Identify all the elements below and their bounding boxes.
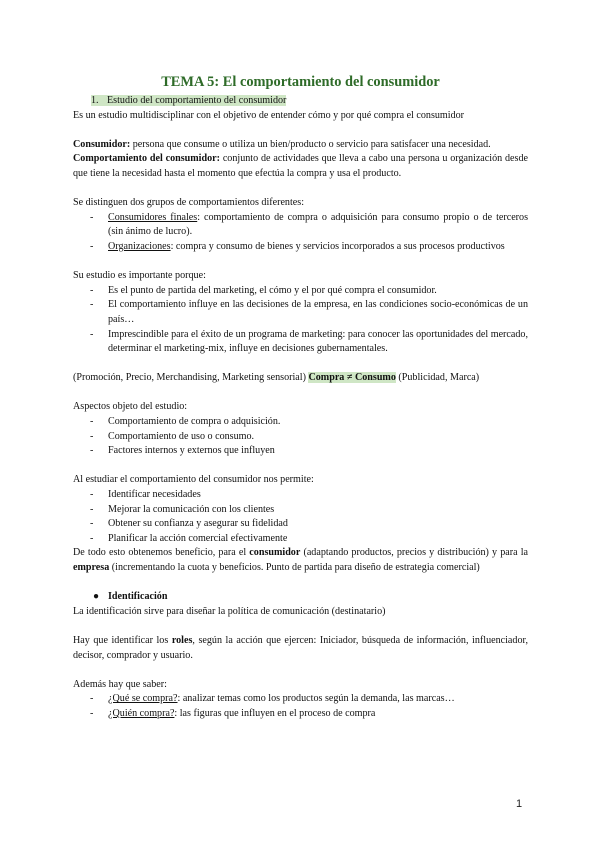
list-item: - Imprescindible para el éxito de un programa de marketing: para conocer las oportunidades del mercado, determinar el marketing-mix, influye en decisiones gubernamentales. [90, 328, 528, 355]
list-item-term: ¿Quién compra? [108, 707, 175, 719]
page-title: TEMA 5: El comportamiento del consumidor [161, 74, 440, 90]
page-number: 1 [516, 798, 523, 810]
definition-text: persona que consume o utiliza un bien/producto o servicio para satisfacer una necesidad. [130, 138, 491, 150]
list-item-term: Organizaciones [108, 240, 171, 252]
list-item-text: : comportamiento de compra o adquisición para consumo propio o de terceros (sin ánimo de lucro). [108, 211, 529, 238]
list-item-text: Mejorar la comunicación con los clientes [108, 503, 275, 515]
identificacion-heading-text: Identificación [108, 591, 168, 603]
mix-highlight: Compra ≠ Consumo [308, 372, 396, 384]
list-item-text: Imprescindible para el éxito de un programa de marketing: para conocer las oportunidades del mercado, determinar el marketing-mix, influye en decisiones gubernamentales. [108, 328, 528, 355]
benefit-text: De todo esto obtenemos beneficio, para el [73, 547, 250, 559]
section-number: 1. [91, 95, 99, 106]
list-item: - El comportamiento influye en las decisiones de la empresa, en las condiciones socio-económicas de un país… [90, 299, 528, 325]
groups-intro: Se distinguen dos grupos de comportamientos diferentes: [73, 197, 304, 209]
roles-text: , según la acción que ejercen: Iniciador, búsqueda de información, influenciador, decisor, comprador y usuario. [73, 634, 528, 661]
benefit-bold: empresa [73, 562, 110, 573]
mix-before: (Promoción, Precio, Merchandising, Marketing sensorial) [73, 372, 309, 384]
intro-paragraph: Es un estudio multidisciplinar con el objetivo de entender cómo y por qué compra el consumidor [73, 109, 465, 121]
identificacion-heading [73, 590, 528, 605]
list-item-text: Es el punto de partida del marketing, el cómo y el por qué compra el consumidor. [108, 284, 437, 296]
benefit-text: (incrementando la cuota y beneficios. Punto de partida para diseño de estrategia comercial) [109, 562, 480, 573]
list-item: - Factores internos y externos que influyen [90, 445, 275, 457]
list-item: - Organizaciones: compra y consumo de bienes y servicios incorporados a sus procesos productivos [90, 240, 505, 252]
list-item-text: Obtener su confianza y asegurar su fidelidad [108, 518, 288, 530]
list-item: - ¿Quién compra?: las figuras que influyen en el proceso de compra [90, 707, 376, 719]
definition-text: conjunto de actividades que lleva a cabo una persona u organización desde que tiene la necesidad hasta el momento que efectúa la compra y usa el producto. [73, 153, 528, 179]
list-item: - Planificar la acción comercial efectivamente [90, 532, 288, 544]
list-item-text: Identificar necesidades [108, 489, 201, 501]
mix-line [73, 371, 528, 386]
benefit-text: (adaptando productos, precios y distribución) y para la [300, 547, 528, 559]
roles-text: Hay que identificar los [73, 634, 172, 646]
list-item: - ¿Qué se compra?: analizar temas como los productos según la demanda, las marcas… [90, 693, 455, 705]
list-item: - Obtener su confianza y asegurar su fidelidad [90, 518, 288, 530]
list-item: - Comportamiento de compra o adquisición. [90, 416, 281, 428]
section-heading-text: Estudio del comportamiento del consumidor [107, 95, 287, 106]
bullet-icon: ● [93, 591, 100, 603]
mix-after: (Publicidad, Marca) [395, 372, 480, 384]
section-heading [91, 94, 528, 109]
benefit-paragraph [73, 546, 528, 575]
list-item-text: El comportamiento influye en las decisiones de la empresa, en las condiciones socio-económicas de un país… [108, 299, 528, 325]
definition-term: Comportamiento del consumidor: [73, 153, 220, 165]
roles-bold: roles [171, 634, 193, 646]
aspects-intro: Aspectos objeto del estudio: [73, 401, 188, 413]
list-item-text: Comportamiento de uso o consumo. [108, 430, 255, 442]
also-intro: Además hay que saber: [73, 678, 167, 690]
list-item-text: Comportamiento de compra o adquisición. [108, 416, 281, 428]
list-item-text: Factores internos y externos que influyen [108, 445, 275, 457]
list-item-text: : compra y consumo de bienes y servicios incorporados a sus procesos productivos [170, 240, 505, 252]
list-item-term: Consumidores finales [108, 211, 198, 223]
list-item: - Comportamiento de uso o consumo. [90, 430, 255, 442]
list-item: - Es el punto de partida del marketing, el cómo y el por qué compra el consumidor. [90, 284, 437, 296]
list-item: - Identificar necesidades [90, 489, 201, 501]
list-item: - Mejorar la comunicación con los clientes [90, 503, 275, 515]
allows-intro: Al estudiar el comportamiento del consumidor nos permite: [73, 474, 314, 486]
definition-term: Consumidor: [73, 138, 131, 150]
list-item-text: Planificar la acción comercial efectivamente [108, 532, 288, 544]
document-page [73, 73, 528, 722]
list-item-term: ¿Qué se compra? [108, 693, 178, 705]
list-item-text: : las figuras que influyen en el proceso de compra [174, 707, 376, 719]
benefit-bold: consumidor [249, 547, 301, 559]
roles-paragraph [73, 634, 528, 663]
identificacion-text: La identificación sirve para diseñar la política de comunicación (destinatario) [73, 605, 386, 617]
importance-intro: Su estudio es importante porque: [73, 270, 206, 282]
definition-comportamiento [73, 152, 528, 181]
definition-consumidor [73, 138, 528, 153]
list-item-text: : analizar temas como los productos según la demanda, las marcas… [177, 693, 455, 705]
list-item: - Consumidores finales: comportamiento de compra o adquisición para consumo propio o de terceros (sin ánimo de lucro). [90, 211, 529, 238]
